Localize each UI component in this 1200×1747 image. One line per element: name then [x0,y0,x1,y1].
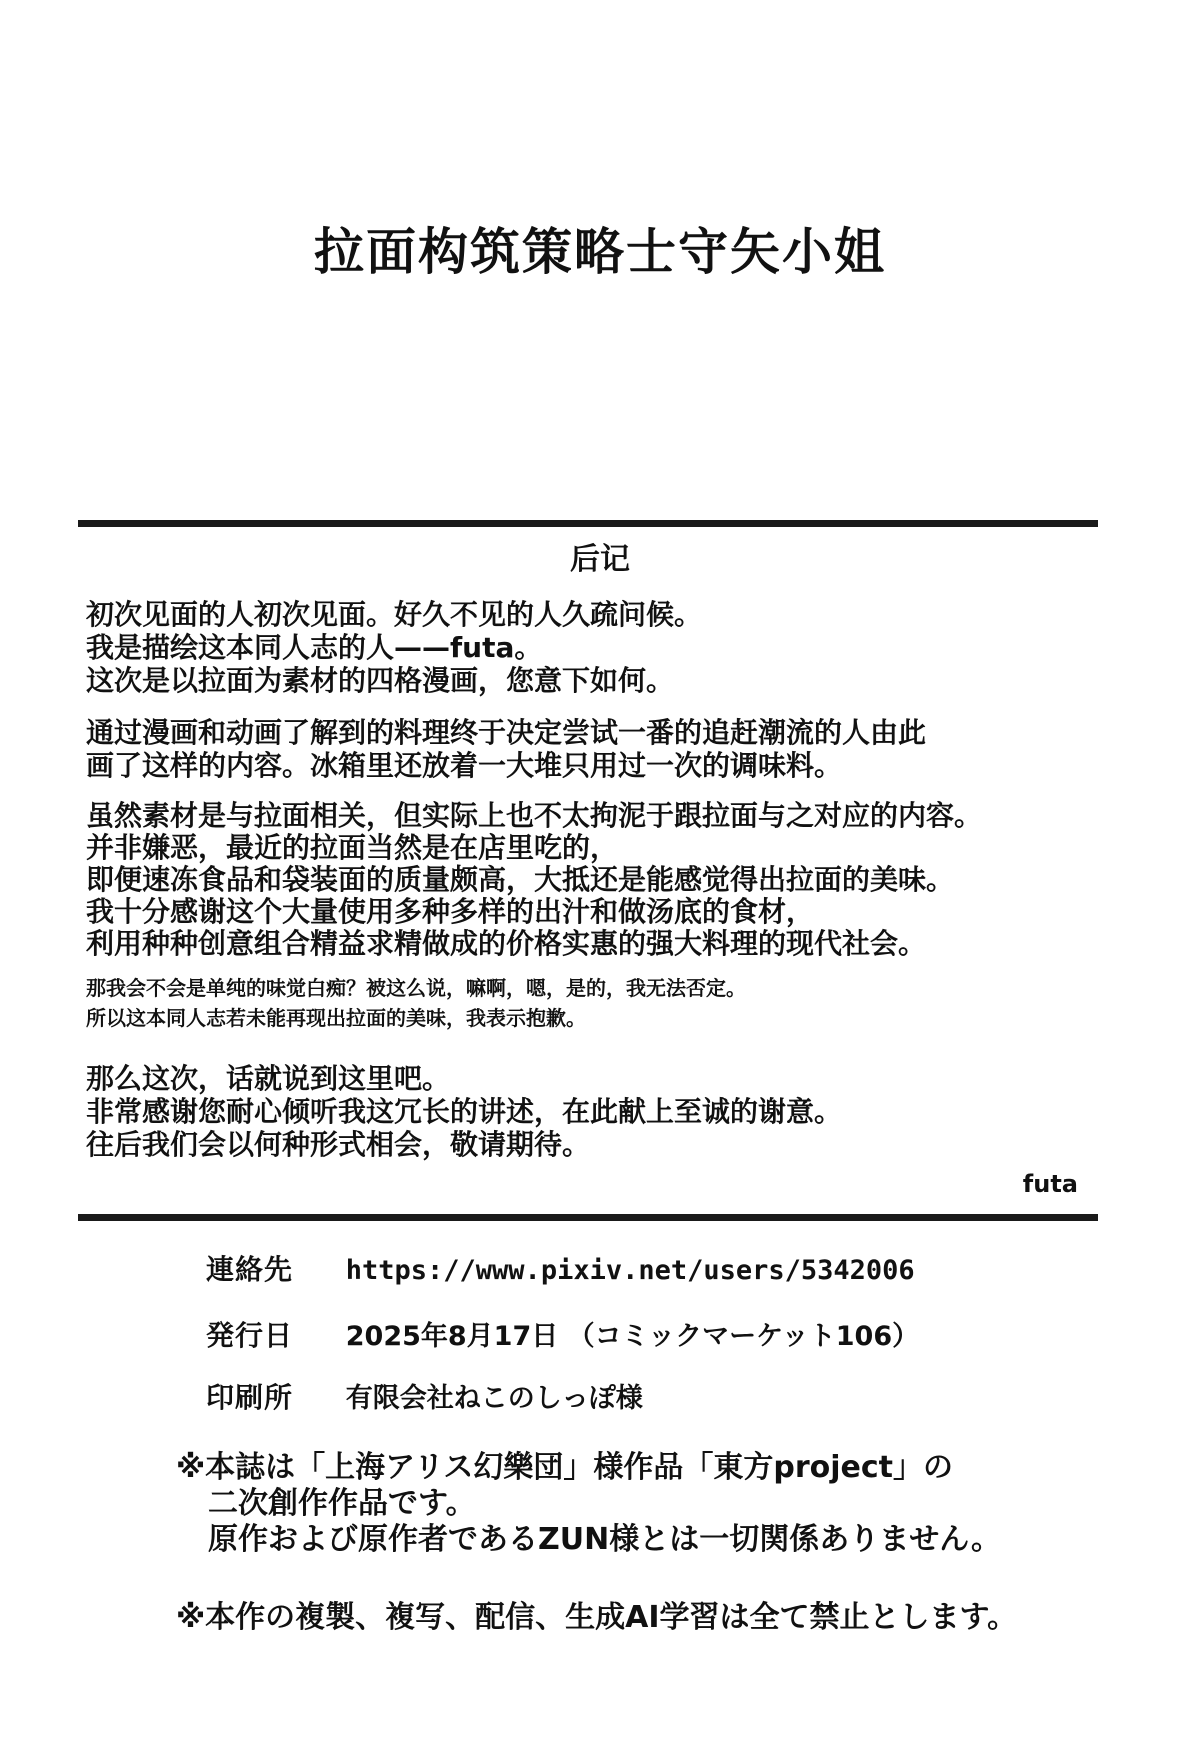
afterword-paragraph-4 [86,973,1126,1033]
notice-line: ※本誌は「上海アリス幻樂団」様作品「東方project」の [176,1450,953,1485]
printer-row [206,1380,643,1417]
text-line: 并非嫌恶，最近的拉面当然是在店里吃的， [86,831,619,864]
text-line: 即便速冻食品和袋装面的质量颇高，大抵还是能感觉得出拉面的美味。 [86,863,955,896]
divider-bottom [78,1214,1098,1221]
text-line: 所以这本同人志若未能再现出拉面的美味，我表示抱歉。 [86,1006,586,1030]
notice-line: ※本作の複製、複写、配信、生成AI学習は全て禁止とします。 [176,1600,1018,1635]
text-line: 那么这次，话就说到这里吧。 [86,1062,451,1095]
text-line: 往后我们会以何种形式相会，敬请期待。 [86,1128,591,1161]
page-title: 拉面构筑策略士守矢小姐 [314,223,886,281]
disclaimer-notice [176,1450,1001,1558]
notice-line: 二次創作作品です。 [208,1486,476,1521]
issue-date-value: 2025年8月17日 （コミックマーケット106） [345,1321,920,1352]
notice-line: 原作および原作者であるZUN様とは一切関係ありません。 [208,1522,1002,1557]
printer-label: 印刷所 [206,1381,294,1414]
printer-value: 有限会社ねこのしっぽ様 [345,1383,643,1414]
text-line: 非常感谢您耐心倾听我这冗长的讲述，在此献上至诚的谢意。 [86,1095,843,1128]
text-line: 初次见面的人初次见面。好久不见的人久疏问候。 [86,598,703,631]
divider-top [78,520,1098,527]
contact-row [206,1252,915,1289]
text-line: 我十分感谢这个大量使用多种多样的出汁和做汤底的食材， [86,895,815,928]
afterword-paragraph-3 [86,800,1126,960]
afterword-heading: 后记 [570,542,630,577]
prohibition-notice [176,1600,1017,1636]
text-line: 利用种种创意组合精益求精做成的价格实惠的强大料理的现代社会。 [86,927,927,960]
contact-url: https://www.pixiv.net/users/5342006 [345,1255,915,1286]
text-line: 这次是以拉面为素材的四格漫画，您意下如何。 [86,664,675,697]
author-signature: futa [1022,1170,1078,1198]
afterword-paragraph-5 [86,1062,1126,1161]
text-line: 通过漫画和动画了解到的料理终于决定尝试一番的追赶潮流的人由此 [86,716,927,749]
afterword-paragraph-2 [86,716,1126,782]
text-line: 那我会不会是单纯的味觉白痴？被这么说，嘛啊，嗯，是的，我无法否定。 [86,976,746,1000]
issue-date-label: 発行日 [206,1319,294,1352]
afterword-paragraph-1 [86,598,1126,697]
issue-date-row [206,1318,919,1355]
text-line: 虽然素材是与拉面相关，但实际上也不太拘泥于跟拉面与之对应的内容。 [86,799,983,832]
text-line: 画了这样的内容。冰箱里还放着一大堆只用过一次的调味料。 [86,749,843,782]
contact-label: 連絡先 [206,1253,294,1286]
text-line: 我是描绘这本同人志的人——futa。 [86,631,543,664]
